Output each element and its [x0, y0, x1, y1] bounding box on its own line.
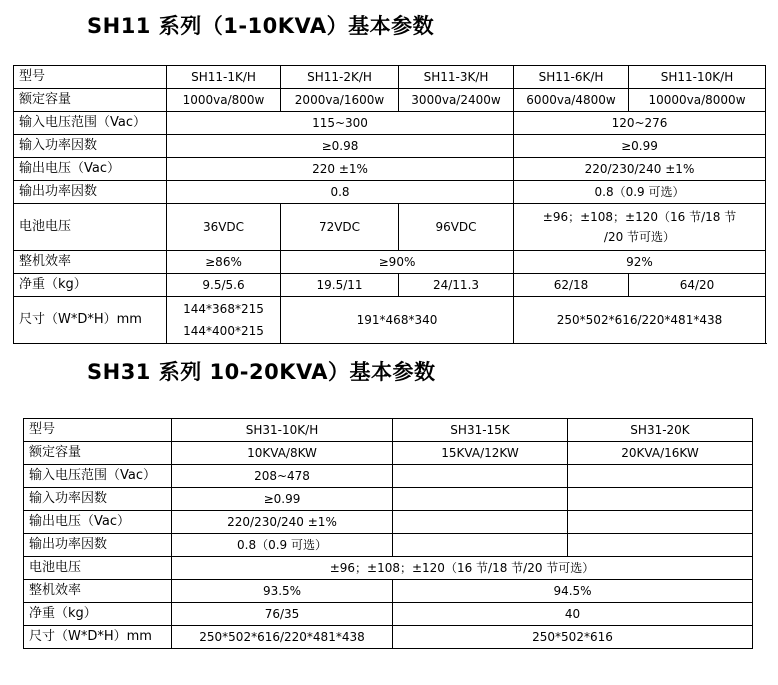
- table-cell: SH31-20K: [568, 419, 753, 442]
- table-cell: 40: [393, 603, 753, 626]
- table-cell: 250*502*616/220*481*438: [514, 297, 766, 344]
- cell-line: /20 节可选）: [603, 230, 676, 244]
- table-cell: 10000va/8000w: [629, 89, 766, 112]
- table-cell: 220/230/240 ±1%: [514, 158, 766, 181]
- table-cell: 92%: [514, 251, 766, 274]
- table-row: [24, 465, 753, 488]
- table-cell: ±96；±108；±120（16 节/18 节/20 节可选）: [172, 557, 753, 580]
- table-row: [24, 511, 753, 534]
- table-cell: 20KVA/16KW: [568, 442, 753, 465]
- sh31-section-title: SH31 系列 10-20KVA）基本参数: [87, 360, 436, 384]
- table-row: [24, 557, 753, 580]
- cell-line: ±96；±108；±120（16 节/18 节: [542, 210, 737, 224]
- table-cell: ≥86%: [167, 251, 281, 274]
- table-cell: 94.5%: [393, 580, 753, 603]
- table-row: [24, 534, 753, 557]
- table-row: [14, 181, 766, 204]
- table-cell: [167, 297, 281, 344]
- table-row: [24, 603, 753, 626]
- table-cell: SH11-1K/H: [167, 66, 281, 89]
- table-cell: 208~478: [172, 465, 393, 488]
- table-row: [24, 442, 753, 465]
- table-cell: 0.8（0.9 可选）: [172, 534, 393, 557]
- row-label: 额定容量: [24, 442, 172, 465]
- table-cell: 6000va/4800w: [514, 89, 629, 112]
- table-cell: 96VDC: [399, 204, 514, 251]
- table-cell: 93.5%: [172, 580, 393, 603]
- table-cell: 36VDC: [167, 204, 281, 251]
- table-cell: [393, 465, 568, 488]
- table-row: [14, 204, 766, 251]
- row-label: 输出电压（Vac）: [24, 511, 172, 534]
- table-cell: [568, 488, 753, 511]
- row-label: 整机效率: [24, 580, 172, 603]
- table-cell: ≥90%: [281, 251, 514, 274]
- table-row: [14, 66, 766, 89]
- table-cell: 2000va/1600w: [281, 89, 399, 112]
- table-row: [14, 135, 766, 158]
- row-label: 输入功率因数: [14, 135, 167, 158]
- row-label: 电池电压: [24, 557, 172, 580]
- row-label: 额定容量: [14, 89, 167, 112]
- table-row: [14, 112, 766, 135]
- table-cell: 62/18: [514, 274, 629, 297]
- cell-line: 144*368*215: [183, 302, 264, 316]
- table-cell: [568, 534, 753, 557]
- table-cell: 250*502*616/220*481*438: [172, 626, 393, 649]
- table-cell: 220/230/240 ±1%: [172, 511, 393, 534]
- table-cell: 115~300: [167, 112, 514, 135]
- table-row: [14, 274, 766, 297]
- table-cell: SH31-15K: [393, 419, 568, 442]
- row-label: 净重（kg）: [24, 603, 172, 626]
- row-label: 输出功率因数: [14, 181, 167, 204]
- table-cell: [568, 511, 753, 534]
- table-row: [24, 626, 753, 649]
- row-label: 输出功率因数: [24, 534, 172, 557]
- sh11-spec-table: [13, 65, 766, 344]
- table-cell: SH11-2K/H: [281, 66, 399, 89]
- row-label: 净重（kg）: [14, 274, 167, 297]
- table-row: [14, 297, 766, 344]
- table-row: [14, 251, 766, 274]
- table-cell: 72VDC: [281, 204, 399, 251]
- row-label: 输入功率因数: [24, 488, 172, 511]
- table-cell: 24/11.3: [399, 274, 514, 297]
- row-label: 输出电压（Vac）: [14, 158, 167, 181]
- table-cell: [393, 488, 568, 511]
- sh11-section-title: SH11 系列（1-10KVA）基本参数: [87, 14, 435, 38]
- table-cell: 220 ±1%: [167, 158, 514, 181]
- table-cell: 250*502*616: [393, 626, 753, 649]
- table-cell: ≥0.99: [514, 135, 766, 158]
- row-label: 整机效率: [14, 251, 167, 274]
- table-cell: ≥0.99: [172, 488, 393, 511]
- cell-line: 144*400*215: [183, 324, 264, 338]
- row-label: 型号: [14, 66, 167, 89]
- row-label: 电池电压: [14, 204, 167, 251]
- table-cell: 3000va/2400w: [399, 89, 514, 112]
- table-cell: 76/35: [172, 603, 393, 626]
- table-cell: [393, 511, 568, 534]
- row-label: 输入电压范围（Vac）: [14, 112, 167, 135]
- row-label: 输入电压范围（Vac）: [24, 465, 172, 488]
- row-label: 型号: [24, 419, 172, 442]
- table-cell: SH31-10K/H: [172, 419, 393, 442]
- table-row: [14, 89, 766, 112]
- table-cell: 1000va/800w: [167, 89, 281, 112]
- table-cell: 19.5/11: [281, 274, 399, 297]
- table-cell: SH11-10K/H: [629, 66, 766, 89]
- sh31-spec-table: [23, 418, 753, 649]
- table-cell: [393, 534, 568, 557]
- table-cell: 191*468*340: [281, 297, 514, 344]
- table-row: [14, 158, 766, 181]
- table-cell: 9.5/5.6: [167, 274, 281, 297]
- table-cell: 0.8（0.9 可选）: [514, 181, 766, 204]
- table-cell: ≥0.98: [167, 135, 514, 158]
- row-label: 尺寸（W*D*H）mm: [24, 626, 172, 649]
- row-label: 尺寸（W*D*H）mm: [14, 297, 167, 344]
- table-cell: SH11-3K/H: [399, 66, 514, 89]
- table-cell: 64/20: [629, 274, 766, 297]
- table-cell: SH11-6K/H: [514, 66, 629, 89]
- table-row: [24, 419, 753, 442]
- table-row: [24, 488, 753, 511]
- table-cell: 120~276: [514, 112, 766, 135]
- table-cell: [568, 465, 753, 488]
- table-cell: 0.8: [167, 181, 514, 204]
- table-cell: [514, 204, 766, 251]
- table-row: [24, 580, 753, 603]
- table-cell: 10KVA/8KW: [172, 442, 393, 465]
- table-cell: 15KVA/12KW: [393, 442, 568, 465]
